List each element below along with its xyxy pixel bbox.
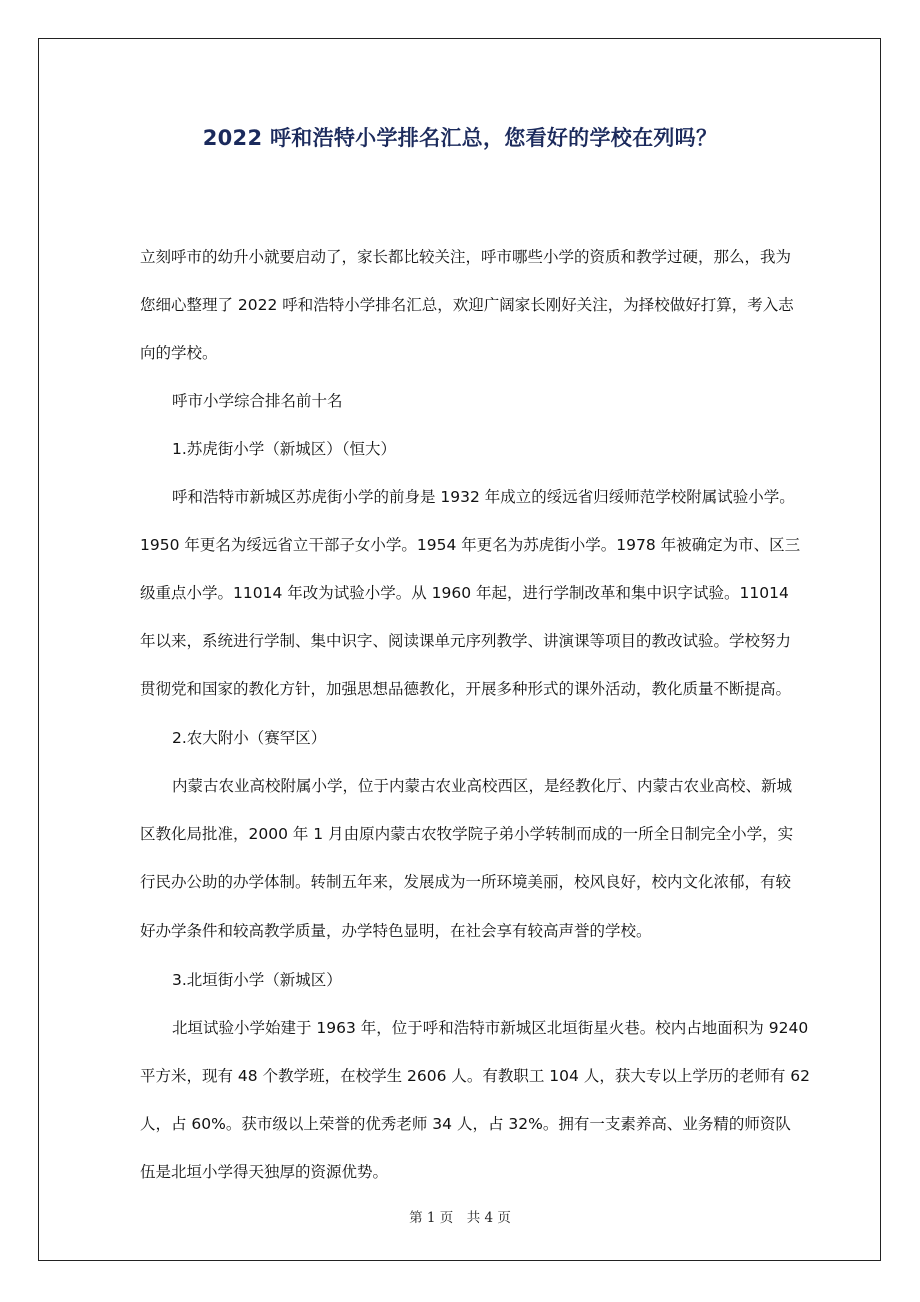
page-number: 第 1 页 共 4 页 [409,1210,511,1226]
text-line: 向的学校。 [140,344,218,362]
text-line: 呼和浩特市新城区苏虎街小学的前身是 1932 年成立的绥远省归绥师范学校附属试验小学。 [172,488,795,506]
text-line: 北垣试验小学始建于 1963 年，位于呼和浩特市新城区北垣街星火巷。校内占地面积为 9240 [172,1019,809,1037]
text-line: 好办学条件和较高教学质量，办学特色显明，在社会享有较高声誉的学校。 [140,922,652,940]
text-line: 级重点小学。11014 年改为试验小学。从 1960 年起，进行学制改革和集中识字试验。11014 [140,584,789,602]
text-line: 立刻呼市的幼升小就要启动了，家长都比较关注，呼市哪些小学的资质和教学过硬，那么，我为 [140,248,792,266]
text-line: 3.北垣街小学（新城区） [172,971,342,989]
text-line: 呼市小学综合排名前十名 [172,392,343,410]
text-line: 2.农大附小（赛罕区） [172,729,327,747]
text-line: 1.苏虎街小学（新城区）（恒大） [172,440,397,458]
text-line: 平方米，现有 48 个教学班，在校学生 2606 人。有教职工 104 人，获大专以上学历的老师有 62 [140,1067,810,1085]
text-line: 您细心整理了 2022 呼和浩特小学排名汇总，欢迎广阔家长刚好关注，为择校做好打算，考入志 [140,296,794,314]
text-line: 伍是北垣小学得天独厚的资源优势。 [140,1163,389,1181]
text-line: 区教化局批准，2000 年 1 月由原内蒙古农牧学院子弟小学转制而成的一所全日制完全小学，实 [140,825,794,843]
text-line: 1950 年更名为绥远省立干部子女小学。1954 年更名为苏虎街小学。1978 年被确定为市、区三 [140,536,801,554]
text-line: 行民办公助的办学体制。转制五年来，发展成为一所环境美丽，校风良好，校内文化浓郁，有较 [140,873,792,891]
text-line: 人，占 60%。获市级以上荣誉的优秀老师 34 人，占 32%。拥有一支素养高、业务精的师资队 [140,1115,791,1133]
text-line: 贯彻党和国家的教化方针，加强思想品德教化，开展多种形式的课外活动，教化质量不断提高。 [140,680,792,698]
document-title: 2022 呼和浩特小学排名汇总，您看好的学校在列吗？ [202,126,718,150]
text-line: 年以来，系统进行学制、集中识字、阅读课单元序列教学、讲演课等项目的教改试验。学校努力 [140,632,792,650]
text-line: 内蒙古农业高校附属小学，位于内蒙古农业高校西区，是经教化厅、内蒙古农业高校、新城 [172,777,793,795]
